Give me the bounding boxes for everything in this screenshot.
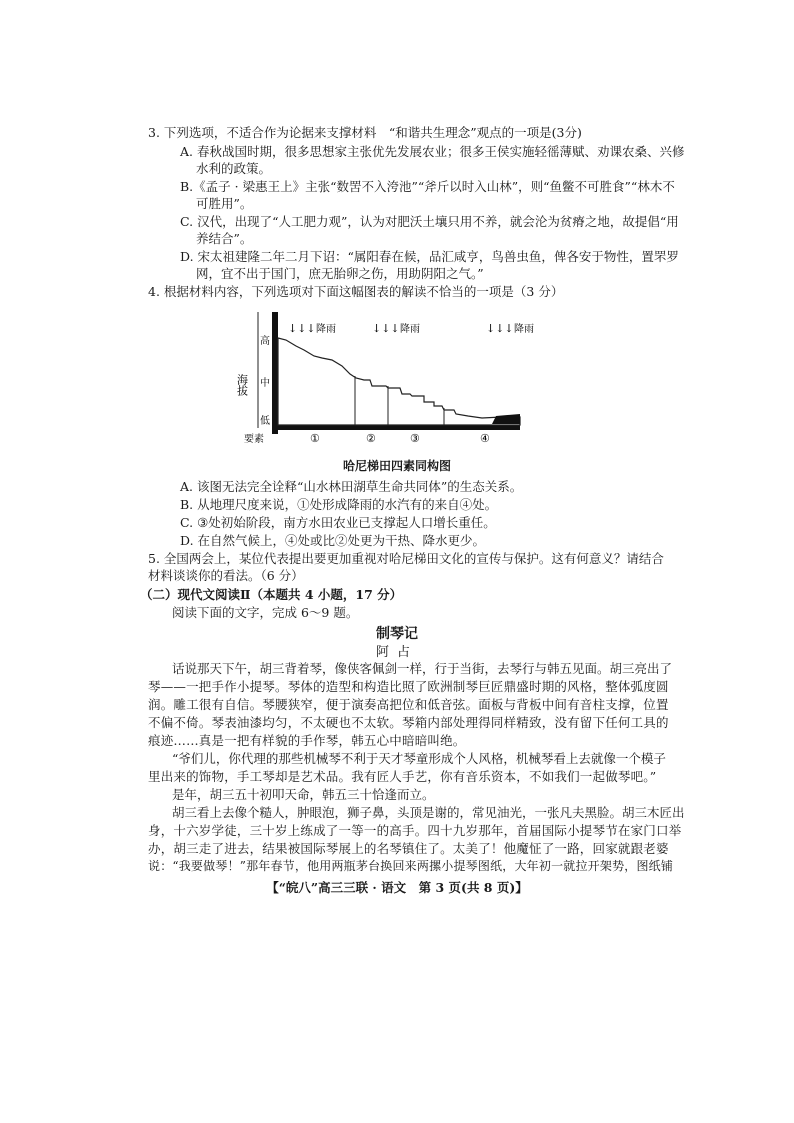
story-author: 阿占 xyxy=(375,645,418,660)
zone-label-3: ③ xyxy=(410,432,420,445)
hani-terrace-diagram xyxy=(235,304,534,454)
section-heading: （二）现代文阅读Ⅱ（本题共 4 小题，17 分） xyxy=(140,587,403,602)
q3-option-c: C. 汉代，出现了“人工肥力观”，认为对肥沃土壤只用不养，就会沦为贫瘠之地，故提倡“用 xyxy=(180,214,679,229)
rain-label-1: 降雨 xyxy=(316,324,336,335)
y-level-high: 高 xyxy=(260,336,270,347)
y-axis-label: 海拔 xyxy=(235,374,249,396)
story-line-4: 不偏不倚。琴表油漆均匀，不太硬也不太软。琴箱内部处理得同样精致，没有留下任何工具的 xyxy=(148,715,669,730)
story-line-12: 说：“我要做琴！”那年春节，他用两瓶茅台换回来两摞小提琴图纸，大年初一就拉开架势，图纸铺 xyxy=(148,859,674,873)
zone-label-1: ① xyxy=(310,432,320,445)
x-axis-label: 要素 xyxy=(244,434,264,445)
zone-label-4: ④ xyxy=(480,432,490,445)
x-axis-bar xyxy=(272,425,520,430)
page-footer: 【“皖八”高三三联 · 语文 第 3 页(共 8 页)】 xyxy=(266,880,528,895)
diagram-caption: 哈尼梯田四素同构图 xyxy=(342,459,451,473)
story-line-5: 痕迹……真是一把有样貌的手作琴，韩五心中暗暗叫绝。 xyxy=(148,733,466,748)
rain-label-2: 降雨 xyxy=(400,324,420,335)
y-level-mid: 中 xyxy=(260,378,270,389)
q3-option-d-cont: 网，宜不出于国门，庶无胎卵之伤，用助阴阳之气。” xyxy=(196,266,484,281)
q4-option-c: C. ③处初始阶段，南方水田农业已支撑起人口增长重任。 xyxy=(180,515,496,530)
q3-option-b: B.《孟子 · 梁惠王上》主张“数罟不入洿池”“斧斤以时入山林”，则“鱼鳖不可胜食”“林木不 xyxy=(180,179,675,194)
q4-option-d: D. 在自然气候上，④处或比②处更为干热、降水更少。 xyxy=(180,533,486,548)
rain-arrows-1: ↓↓↓ xyxy=(288,322,316,335)
q4-stem: 4. 根据材料内容，下列选项对下面这幅图表的解读不恰当的一项是（3 分） xyxy=(148,284,564,299)
q3-option-b-cont: 可胜用”。 xyxy=(196,196,253,211)
story-line-6: “爷们儿，你代理的那些机械琴不利于天才琴童形成个人风格，机械琴看上去就像一个模子 xyxy=(172,751,666,766)
q5-line-2: 材料谈谈你的看法。（6 分） xyxy=(148,568,304,583)
story-line-3: 润。雕工很有自信。琴腰狭窄，便于演奏高把位和低音弦。面板与背板中间有音柱支撑，位置 xyxy=(148,697,669,712)
rain-arrows-2: ↓↓↓ xyxy=(372,322,400,335)
story-line-10: 身，十六岁学徒，三十岁上练成了一等一的高手。四十九岁那年，首届国际小提琴节在家门口举 xyxy=(148,823,682,838)
story-line-7: 里出来的饰物，手工琴却是艺术品。我有匠人手艺，你有音乐资本，不如我们一起做琴吧。” xyxy=(148,769,657,784)
q4-option-b: B. 从地理尺度来说，①处形成降雨的水汽有的来自④处。 xyxy=(180,497,498,512)
story-line-8: 是年，胡三五十初叩天命，韩五三十恰逢而立。 xyxy=(172,787,435,802)
lake-shape xyxy=(492,414,520,424)
terrain-profile xyxy=(278,338,520,425)
story-line-2: 琴——一把手作小提琴。琴体的造型和构造比照了欧洲制琴巨匠鼎盛时期的风格，整体弧度圆 xyxy=(148,679,669,694)
y-axis-bar xyxy=(272,312,278,434)
q5-line-1: 5. 全国两会上，某位代表提出要更加重视对哈尼梯田文化的宣传与保护。这有何意义？请结合 xyxy=(148,551,664,566)
story-line-11: 办，胡三走了进去，结果被国际琴展上的名琴镇住了。太美了！他魔怔了一路，回家就跟老婆 xyxy=(148,841,669,856)
rain-arrows-3: ↓↓↓ xyxy=(486,322,514,335)
q3-stem: 3. 下列选项，不适合作为论据来支撑材料 “和谐共生理念”观点的一项是(3分) xyxy=(148,125,582,140)
y-level-low: 低 xyxy=(260,416,270,427)
q3-option-d: D. 宋太祖建隆二年二月下诏：“属阳春在候，品汇咸亨，鸟兽虫鱼，俾各安于物性，置罘罗 xyxy=(180,249,679,264)
story-title: 制琴记 xyxy=(376,626,418,642)
q3-option-c-cont: 养结合”。 xyxy=(196,231,253,246)
q3-option-a: A. 春秋战国时期，很多思想家主张优先发展农业；很多王侯实施轻徭薄赋、劝课农桑、兴修 xyxy=(180,144,685,159)
section-instruction: 阅读下面的文字，完成 6～9 题。 xyxy=(172,605,359,620)
q3-option-a-cont: 水利的政策。 xyxy=(196,161,272,176)
story-line-1: 话说那天下午，胡三背着琴，像侠客佩剑一样，行于当街，去琴行与韩五见面。胡三亮出了 xyxy=(172,661,673,676)
zone-label-2: ② xyxy=(366,432,376,445)
story-line-9: 胡三看上去像个糙人，肿眼泡，狮子鼻，头顶是谢的，常见油光，一张凡夫黑脸。胡三木匠出 xyxy=(172,805,685,820)
rain-label-3: 降雨 xyxy=(514,324,534,335)
q4-option-a: A. 该图无法完全诠释“山水林田湖草生命共同体”的生态关系。 xyxy=(180,479,523,494)
